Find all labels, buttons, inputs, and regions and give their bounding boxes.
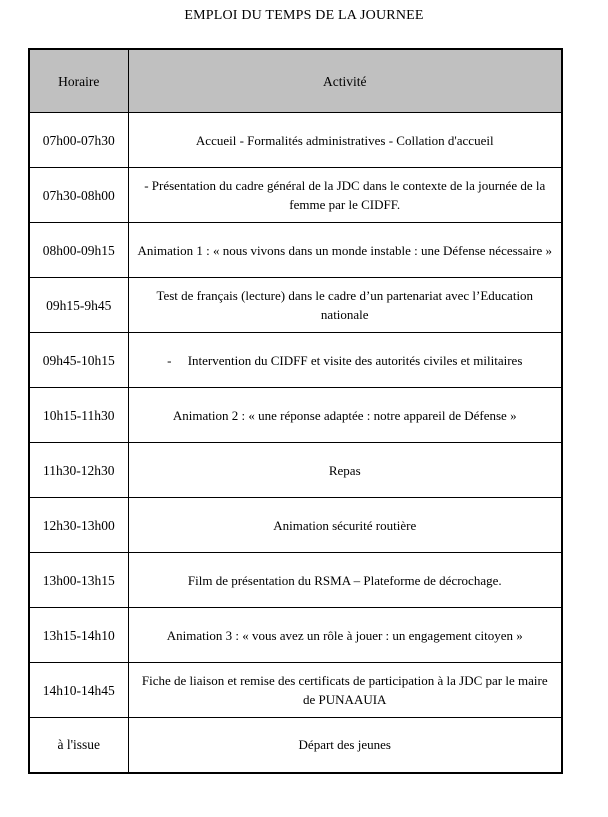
table-row	[29, 553, 562, 608]
activity-cell: Film de présentation du RSMA – Plateforme de décrochage.	[128, 553, 562, 608]
time-cell: 10h15-11h30	[29, 388, 128, 443]
time-cell: 07h00-07h30	[29, 113, 128, 168]
schedule-table-header	[29, 49, 562, 113]
activity-cell: Accueil - Formalités administratives - Collation d'accueil	[128, 113, 562, 168]
time-cell: 07h30-08h00	[29, 168, 128, 223]
time-cell: 09h45-10h15	[29, 333, 128, 388]
page-title: EMPLOI DU TEMPS DE LA JOURNEE	[184, 8, 424, 23]
table-row	[29, 388, 562, 443]
time-cell: à l'issue	[29, 718, 128, 773]
activity-cell: Test de français (lecture) dans le cadre d’un partenariat avec l’Education nationale	[128, 278, 562, 333]
activity-cell: Repas	[128, 443, 562, 498]
activity-cell: Animation 1 : « nous vivons dans un monde instable : une Défense nécessaire »	[128, 223, 562, 278]
table-row	[29, 113, 562, 168]
table-row	[29, 443, 562, 498]
table-row	[29, 498, 562, 553]
table-row	[29, 718, 562, 773]
table-row	[29, 333, 562, 388]
time-cell: 11h30-12h30	[29, 443, 128, 498]
activity-cell: Animation 3 : « vous avez un rôle à jouer : un engagement citoyen »	[128, 608, 562, 663]
time-cell: 13h15-14h10	[29, 608, 128, 663]
header-row	[29, 49, 562, 113]
activity-cell: Animation sécurité routière	[128, 498, 562, 553]
table-row	[29, 278, 562, 333]
table-row	[29, 223, 562, 278]
activity-cell: - Présentation du cadre général de la JDC dans le contexte de la journée de la femme par le CIDFF.	[128, 168, 562, 223]
activity-cell: Fiche de liaison et remise des certificats de participation à la JDC par le maire de PUNAAUIA	[128, 663, 562, 718]
table-row	[29, 663, 562, 718]
time-cell: 08h00-09h15	[29, 223, 128, 278]
time-cell: 14h10-14h45	[29, 663, 128, 718]
time-cell: 09h15-9h45	[29, 278, 128, 333]
time-cell: 13h00-13h15	[29, 553, 128, 608]
header-time: Horaire	[29, 49, 128, 113]
header-activity: Activité	[128, 49, 562, 113]
activity-cell: Départ des jeunes	[128, 718, 562, 773]
time-cell: 12h30-13h00	[29, 498, 128, 553]
activity-cell: Animation 2 : « une réponse adaptée : notre appareil de Défense »	[128, 388, 562, 443]
schedule-table	[28, 48, 563, 774]
table-row	[29, 608, 562, 663]
activity-cell: - Intervention du CIDFF et visite des autorités civiles et militaires	[128, 333, 562, 388]
table-row	[29, 168, 562, 223]
